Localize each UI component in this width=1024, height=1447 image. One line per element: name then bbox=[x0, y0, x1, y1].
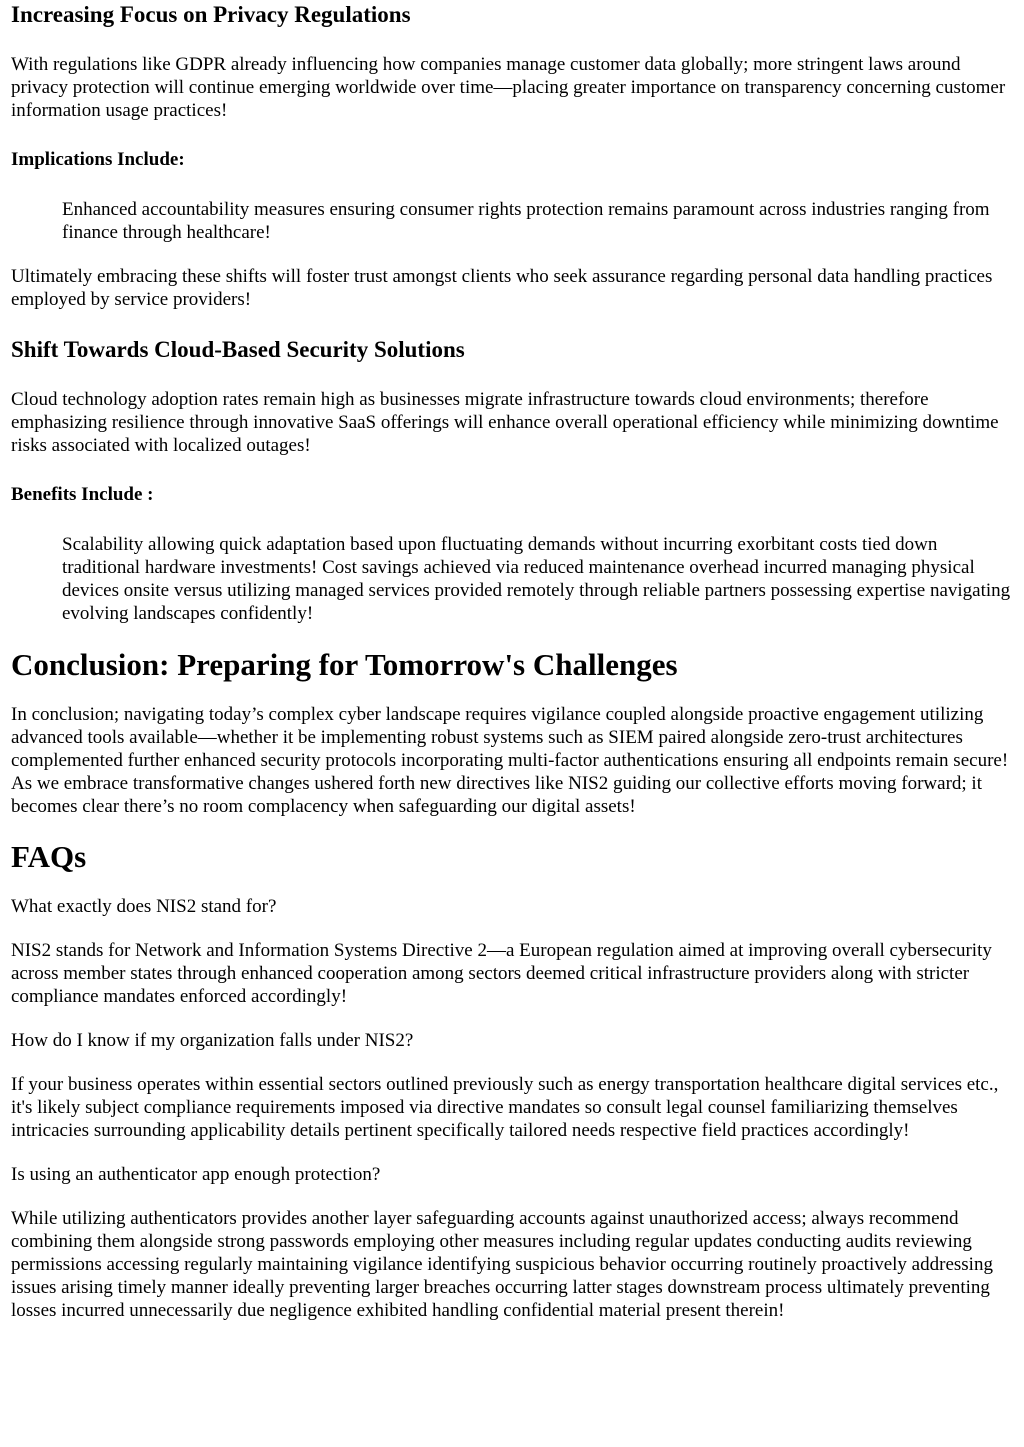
cloud-benefits-subheading: Benefits Include : bbox=[11, 484, 154, 505]
faq-question: Is using an authenticator app enough protection? bbox=[11, 1164, 381, 1185]
cloud-section-heading: Shift Towards Cloud-Based Security Solutions bbox=[11, 337, 465, 362]
conclusion-paragraph: In conclusion; navigating today’s complex cyber landscape requires vigilance coupled alongside proactive engagement utilizing advanced tools available—whether it be implementing robust systems such as SIEM paired alongside zero-trust architectures complemented further enhanced security protocols incorporating multi-factor authentications ensuring all endpoints remain secure! As we embrace transformative changes ushered forth new directives like NIS2 guiding our collective efforts moving forward; it becomes clear there’s no room complacency when safeguarding our digital assets! bbox=[11, 704, 1009, 817]
privacy-implications-subheading: Implications Include: bbox=[11, 149, 185, 170]
faq-answer: NIS2 stands for Network and Information Systems Directive 2—a European regulation aimed at improving overall cybersecurity across member states through enhanced cooperation among sectors deemed critical infrastructure providers along with stricter compliance mandates enforced accordingly! bbox=[11, 940, 992, 1007]
faqs-heading: FAQs bbox=[11, 839, 87, 874]
faq-answer: If your business operates within essential sectors outlined previously such as energy transportation healthcare digital services etc., it's likely subject compliance requirements imposed via directive mandates so consult legal counsel familiarizing themselves intricacies surrounding applicability details pertinent specifically tailored needs respective field practices accordingly! bbox=[11, 1074, 999, 1141]
privacy-section-heading: Increasing Focus on Privacy Regulations bbox=[11, 2, 411, 27]
faq-question: How do I know if my organization falls under NIS2? bbox=[11, 1030, 414, 1051]
privacy-intro-paragraph: With regulations like GDPR already influencing how companies manage customer data globally; more stringent laws around privacy protection will continue emerging worldwide over time—placing greater importance on transparency concerning customer information usage practices! bbox=[11, 54, 1006, 121]
cloud-benefits-blockquote: Scalability allowing quick adaptation based upon fluctuating demands without incurring exorbitant costs tied down traditional hardware investments! Cost savings achieved via reduced maintenance overhead incurred managing physical devices onsite versus utilizing managed services provided remotely through reliable partners possessing expertise navigating evolving landscapes confidently! bbox=[62, 534, 1011, 624]
cloud-intro-paragraph: Cloud technology adoption rates remain high as businesses migrate infrastructure towards cloud environments; therefore emphasizing resilience through innovative SaaS offerings will enhance overall operational efficiency while minimizing downtime risks associated with localized outages! bbox=[11, 389, 999, 456]
privacy-implications-blockquote: Enhanced accountability measures ensuring consumer rights protection remains paramount across industries ranging from finance through healthcare! bbox=[62, 199, 990, 243]
faq-question: What exactly does NIS2 stand for? bbox=[11, 896, 277, 917]
faq-answer: While utilizing authenticators provides another layer safeguarding accounts against unauthorized access; always recommend combining them alongside strong passwords employing other measures including regular updates conducting audits reviewing permissions accessing regularly maintaining vigilance identifying suspicious behavior occurring routinely proactively addressing issues arising timely manner ideally preventing larger breaches occurring latter stages downstream process ultimately preventing losses incurred unnecessarily due negligence exhibited handling confidential material present therein! bbox=[11, 1208, 993, 1321]
article-body bbox=[0, 1, 1024, 1322]
conclusion-heading: Conclusion: Preparing for Tomorrow's Challenges bbox=[11, 647, 678, 682]
privacy-closing-paragraph: Ultimately embracing these shifts will foster trust amongst clients who seek assurance regarding personal data handling practices employed by service providers! bbox=[11, 266, 993, 310]
